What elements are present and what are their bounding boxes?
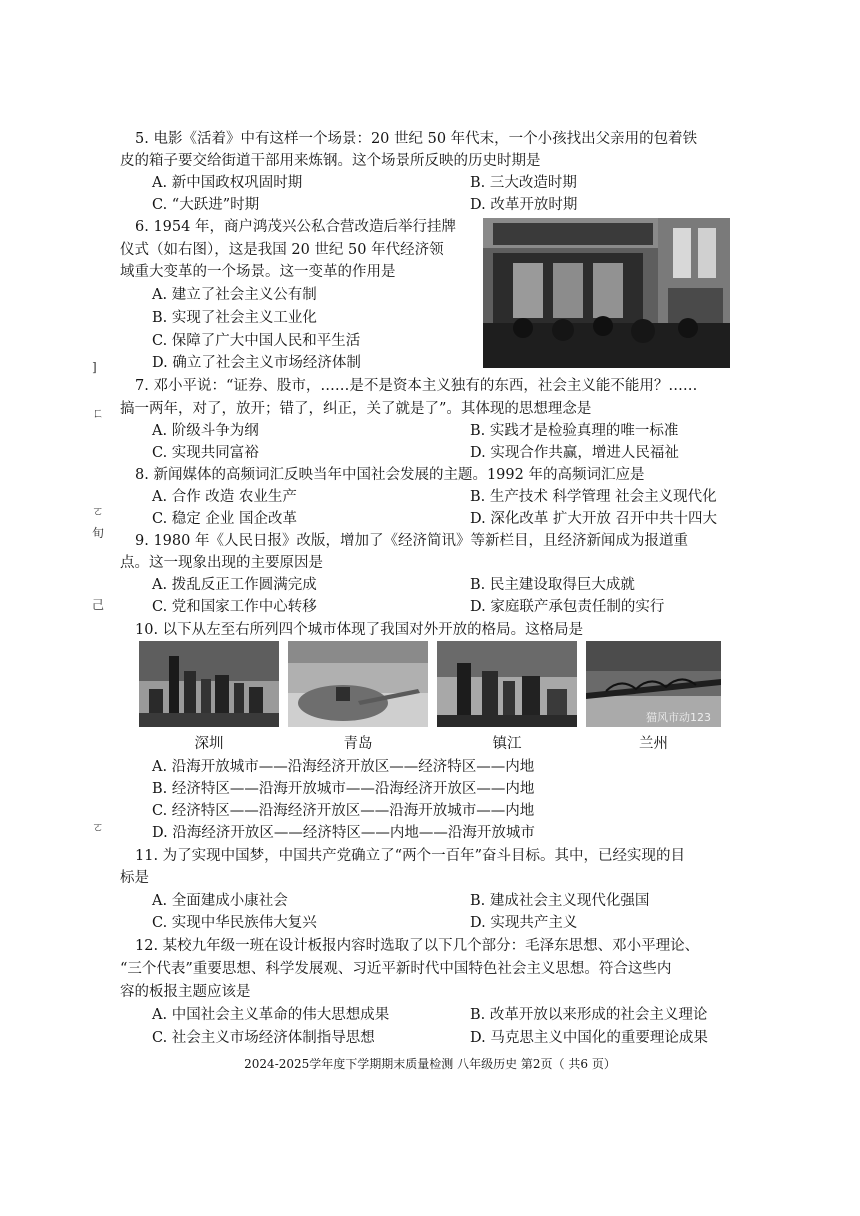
city-label-qingdao: 青岛: [343, 736, 373, 752]
q5-option-c: C. “大跃进”时期: [152, 197, 260, 213]
q10-option-a: A. 沿海开放城市——沿海经济开放区——经济特区——内地: [152, 759, 535, 775]
q11-option-d: D. 实现共产主义: [470, 915, 578, 931]
q10-option-c: C. 经济特区——沿海经济开放区——沿海开放城市——内地: [152, 803, 535, 819]
margin-mark-5: 己: [92, 598, 105, 612]
q12-stem-line3: 容的板报主题应该是: [120, 984, 251, 1000]
q11-option-a: A. 全面建成小康社会: [152, 893, 288, 909]
margin-mark-6: ㄛ: [92, 820, 105, 834]
q7-option-d: D. 实现合作共赢，增进人民福祉: [470, 445, 679, 461]
page-footer: 2024-2025学年度下学期期末质量检测 八年级历史 第2页（ 共6 页）: [244, 1057, 616, 1071]
q10-stem-line1: 10. 以下从左至右所列四个城市体现了我国对外开放的格局。这格局是: [135, 622, 584, 638]
margin-mark-3: ㄛ: [92, 504, 105, 518]
q9-option-c: C. 党和国家工作中心转移: [152, 599, 317, 615]
q11-stem-line1: 11. 为了实现中国梦，中国共产党确立了“两个一百年”奋斗目标。其中，已经实现的目: [135, 848, 685, 864]
q11-stem-line2: 标是: [120, 870, 149, 886]
q12-option-c: C. 社会主义市场经济体制指导思想: [152, 1030, 375, 1046]
q9-stem-line1: 9. 1980 年《人民日报》改版，增加了《经济简讯》等新栏目，且经济新闻成为报道重: [135, 533, 688, 549]
city-label-zhenjiang: 镇江: [492, 736, 522, 752]
q5-stem-line1: 5. 电影《活着》中有这样一个场景：20 世纪 50 年代末，一个小孩找出父亲用的包着铁: [135, 131, 698, 147]
city-label-lanzhou: 兰州: [639, 736, 668, 752]
q9-option-d: D. 家庭联产承包责任制的实行: [470, 599, 665, 615]
q9-stem-line2: 点。这一现象出现的主要原因是: [120, 555, 323, 571]
q7-option-b: B. 实践才是检验真理的唯一标准: [470, 423, 679, 439]
margin-mark-2: ㄈ: [92, 406, 105, 420]
q12-option-b: B. 改革开放以来形成的社会主义理论: [470, 1007, 708, 1023]
margin-mark-1: ]: [92, 360, 97, 374]
q6-stem-line2: 仪式（如右图），这是我国 20 世纪 50 年代经济领: [120, 242, 444, 258]
q12-option-d: D. 马克思主义中国化的重要理论成果: [470, 1030, 708, 1046]
q8-option-d: D. 深化改革 扩大开放 召开中共十四大: [470, 511, 718, 527]
q5-option-b: B. 三大改造时期: [470, 175, 577, 191]
q6-stem-line1: 6. 1954 年，商户鸿茂兴公私合营改造后举行挂牌: [135, 219, 456, 235]
shenzhen-skyline-photo: [139, 641, 279, 727]
q8-option-a: A. 合作 改造 农业生产: [152, 489, 297, 505]
zhenjiang-city-photo: [437, 641, 577, 727]
city-label-shenzhen: 深圳: [194, 736, 224, 752]
q5-option-d: D. 改革开放时期: [470, 197, 578, 213]
q6-stem-line3: 域重大变革的一个场景。这一变革的作用是: [120, 264, 396, 280]
q12-stem-line1: 12. 某校九年级一班在设计板报内容时选取了以下几个部分：毛泽东思想、邓小平理论、: [135, 938, 700, 954]
q11-option-c: C. 实现中华民族伟大复兴: [152, 915, 317, 931]
q6-option-c: C. 保障了广大中国人民和平生活: [152, 333, 361, 349]
q5-option-a: A. 新中国政权巩固时期: [152, 175, 303, 191]
q9-option-a: A. 拨乱反正工作圆满完成: [152, 577, 317, 593]
q11-option-b: B. 建成社会主义现代化强国: [470, 893, 650, 909]
q8-option-b: B. 生产技术 科学管理 社会主义现代化: [470, 489, 717, 505]
q7-stem-line2: 搞一两年，对了，放开；错了，纠正，关了就是了”。其体现的思想理念是: [120, 401, 592, 417]
q12-option-a: A. 中国社会主义革命的伟大思想成果: [152, 1007, 390, 1023]
lanzhou-bridge-photo: [586, 641, 721, 727]
q6-option-b: B. 实现了社会主义工业化: [152, 310, 317, 326]
q10-option-b: B. 经济特区——沿海开放城市——沿海经济开放区——内地: [152, 781, 535, 797]
q7-option-a: A. 阶级斗争为纲: [152, 423, 259, 439]
margin-mark-4: 旬: [92, 526, 105, 540]
q8-stem-line1: 8. 新闻媒体的高频词汇反映当年中国社会发展的主题。1992 年的高频词汇应是: [135, 467, 645, 483]
q7-option-c: C. 实现共同富裕: [152, 445, 259, 461]
q6-option-a: A. 建立了社会主义公有制: [152, 287, 317, 303]
lanzhou-photo-watermark: 猫风市动123: [646, 711, 711, 724]
q10-option-d: D. 沿海经济开放区——经济特区——内地——沿海开放城市: [152, 825, 535, 841]
qingdao-pier-photo: [288, 641, 428, 727]
q9-option-b: B. 民主建设取得巨大成就: [470, 577, 635, 593]
q8-option-c: C. 稳定 企业 国企改革: [152, 511, 298, 527]
q7-stem-line1: 7. 邓小平说：“证券、股市，……是不是资本主义独有的东西，社会主义能不能用？……: [135, 378, 698, 394]
q6-storefront-photo: [483, 218, 730, 368]
q5-stem-line2: 皮的箱子要交给街道干部用来炼钢。这个场景所反映的历史时期是: [120, 153, 541, 169]
q12-stem-line2: “三个代表”重要思想、科学发展观、习近平新时代中国特色社会主义思想。符合这些内: [120, 961, 672, 977]
q6-option-d: D. 确立了社会主义市场经济体制: [152, 355, 361, 371]
